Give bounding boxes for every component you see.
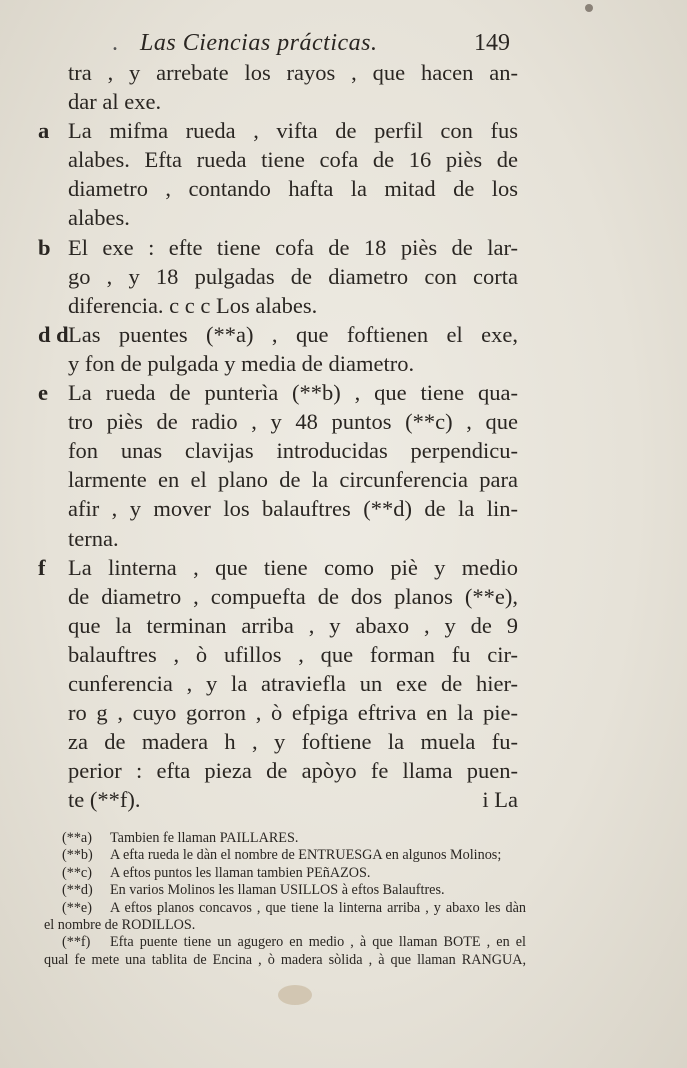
text-line: cunferencia , y la atraviefla un exe de hier-	[68, 670, 518, 696]
footnotes	[44, 830, 526, 969]
text-line: d d Las puentes (**a) , que foftienen el exe,	[38, 320, 528, 349]
figure-key-a: a	[38, 118, 50, 144]
text-line: te (**f). i La	[38, 785, 528, 814]
text-line: perior : efta pieza de apòyo fe llama puen-	[68, 758, 518, 784]
figure-key-b: b	[38, 234, 51, 260]
text-line: que la terminan arriba , y abaxo , y de 9	[68, 612, 518, 638]
text-line: e La rueda de punterìa (**b) , que tiene qua-	[38, 378, 528, 407]
footnote: (**f) Efta puente tiene un agugero en medio , à que llaman BOTE , en el	[62, 934, 526, 951]
text-line: tra , y arrebate los rayos , que hacen an-	[68, 60, 518, 85]
footnote: (**c) A eftos puntos les llaman tambien PEñAZOS.	[62, 864, 371, 881]
page-number: 149	[474, 30, 510, 56]
body-text	[38, 58, 528, 814]
text-line: diferencia. c c c Los alabes.	[68, 292, 318, 318]
text-line: balauftres , ò ufillos , que forman fu cir-	[68, 641, 518, 667]
text-line: a La mifma rueda , vifta de perfil con fus	[38, 116, 528, 145]
figure-key-dd: d d	[38, 321, 69, 347]
footnote: (**a) Tambien fe llaman PAILLARES.	[62, 830, 299, 846]
text-line: go , y 18 pulgadas de diametro con corta	[68, 263, 518, 289]
text-line: b El exe : efte tiene cofa de 18 piès de lar-	[38, 233, 528, 262]
figure-key-e: e	[38, 380, 48, 406]
header-ornament: .	[112, 30, 118, 56]
text-line: larmente en el plano de la circunferencia para	[68, 467, 518, 493]
text-line: y fon de pulgada y media de diametro.	[68, 350, 415, 376]
footnote-continuation: el nombre de RODILLOS.	[44, 916, 196, 933]
text-line: afir , y mover los balauftres (**d) de la lin-	[68, 496, 518, 522]
footnote: (**b) A efta rueda le dàn el nombre de ENTRUESGA en algunos Molinos;	[62, 847, 502, 864]
footnote-continuation: qual fe mete una tablita de Encina , ò madera sòlida , à que llaman RANGUA,	[44, 951, 526, 968]
text-line: za de madera h , y foftiene la muela fu-	[68, 729, 518, 755]
text-line: tro piès de radio , y 48 puntos (**c) , que	[68, 409, 518, 435]
text-line: fon unas clavijas introducidas perpendicu-	[68, 438, 518, 464]
text-line: terna.	[68, 525, 119, 551]
text-line: f La linterna , que tiene como piè y medio	[38, 553, 528, 582]
running-title: Las Ciencias prácticas.	[140, 30, 378, 56]
paper-stain	[278, 985, 312, 1005]
text-line: diametro , contando hafta la mitad de los	[68, 176, 518, 202]
footnote: (**d) En varios Molinos les llaman USILLOS à eftos Balauftres.	[62, 882, 445, 899]
paper-stain	[585, 4, 593, 12]
text-line: alabes.	[68, 205, 130, 231]
text-line: de diametro , compuefta de dos planos (**e),	[68, 583, 518, 609]
text-line: ro g , cuyo gorron , ò efpiga eftriva en la pie-	[68, 700, 518, 726]
footnote: (**e) A eftos planos concavos , que tiene la linterna arriba , y abaxo les dàn	[62, 899, 526, 916]
text-line: dar al exe.	[68, 89, 162, 115]
text-line: alabes. Efta rueda tiene cofa de 16 piès de	[68, 147, 518, 173]
figure-key-f: f	[38, 554, 46, 580]
catchword: i La	[482, 787, 518, 813]
